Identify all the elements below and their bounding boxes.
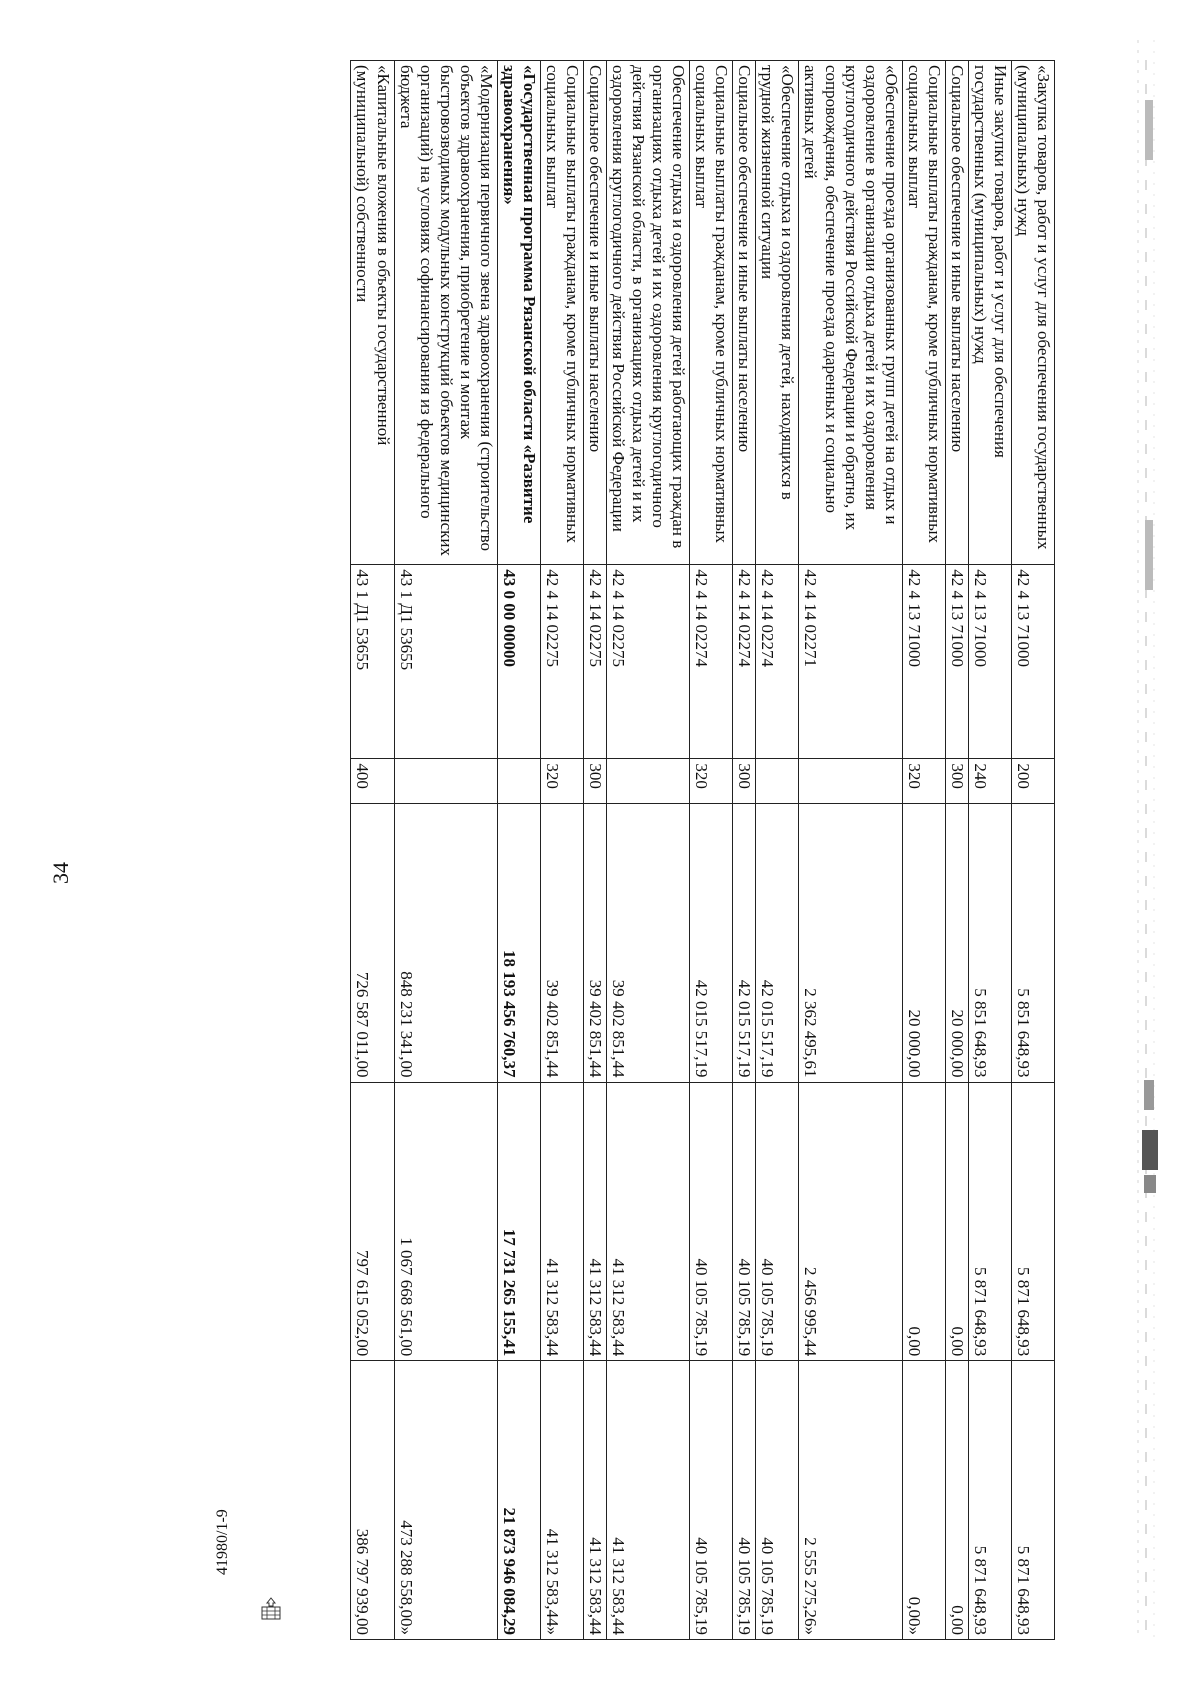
amount-year3-cell: 40 105 785,19 (690, 1361, 733, 1640)
amount-year2-cell: 2 456 995,44 (799, 1082, 902, 1361)
program-name-cell: Социальные выплаты гражданам, кроме публичных нормативных социальных выплат (902, 61, 945, 565)
target-code-cell: 42 4 13 71000 (1011, 565, 1054, 759)
target-code-cell: 43 1 Д1 53655 (394, 565, 497, 759)
amount-year2-cell: 40 105 785,19 (756, 1082, 799, 1361)
budget-table (350, 60, 1055, 1640)
amount-year3-cell: 5 871 648,93 (968, 1361, 1011, 1640)
amount-year3-cell: 386 797 939,00 (351, 1361, 394, 1640)
amount-year1-cell: 42 015 517,19 (690, 803, 733, 1082)
amount-year2-cell: 41 312 583,44 (540, 1082, 583, 1361)
amount-year1-cell: 39 402 851,44 (540, 803, 583, 1082)
expense-type-cell: 300 (945, 759, 968, 803)
amount-year3-cell: 40 105 785,19 (733, 1361, 756, 1640)
target-code-cell: 42 4 14 02274 (733, 565, 756, 759)
amount-year3-cell: 41 312 583,44 (607, 1361, 690, 1640)
amount-year2-cell: 5 871 648,93 (968, 1082, 1011, 1361)
amount-year1-cell: 5 851 648,93 (1011, 803, 1054, 1082)
table-row (583, 61, 606, 1640)
amount-year1-cell: 42 015 517,19 (733, 803, 756, 1082)
amount-year3-cell: 0,00» (902, 1361, 945, 1640)
table-row (945, 61, 968, 1640)
expense-type-cell (756, 759, 799, 803)
amount-year2-cell: 17 731 265 155,41 (497, 1082, 540, 1361)
program-name-cell: Социальные выплаты гражданам, кроме публичных нормативных социальных выплат (690, 61, 733, 565)
amount-year1-cell: 20 000,00 (945, 803, 968, 1082)
amount-year1-cell: 18 193 456 760,37 (497, 803, 540, 1082)
target-code-cell: 42 4 14 02274 (756, 565, 799, 759)
expense-type-cell: 200 (1011, 759, 1054, 803)
amount-year2-cell: 1 067 668 561,00 (394, 1082, 497, 1361)
program-name-cell: «Обеспечение отдыха и оздоровления детей, находящихся в трудной жизненной ситуации (756, 61, 799, 565)
amount-year1-cell: 2 362 495,61 (799, 803, 902, 1082)
program-name-cell: «Капитальные вложения в объекты государственной (муниципальной) собственности (351, 61, 394, 565)
table-row (756, 61, 799, 1640)
amount-year1-cell: 42 015 517,19 (756, 803, 799, 1082)
amount-year3-cell: 5 871 648,93 (1011, 1361, 1054, 1640)
expense-type-cell: 300 (733, 759, 756, 803)
document-code: 41980/1-9 (214, 1509, 231, 1575)
target-code-cell: 42 4 14 02274 (690, 565, 733, 759)
expense-type-cell (394, 759, 497, 803)
expense-type-cell (497, 759, 540, 803)
amount-year1-cell: 726 587 011,00 (351, 803, 394, 1082)
program-name-cell: «Государственная программа Рязанской области «Развитие здравоохранения» (497, 61, 540, 565)
program-name-cell: Социальное обеспечение и иные выплаты населению (945, 61, 968, 565)
target-code-cell: 42 4 14 02275 (607, 565, 690, 759)
expense-type-cell: 240 (968, 759, 1011, 803)
expense-type-cell: 320 (690, 759, 733, 803)
program-name-cell: Иные закупки товаров, работ и услуг для обеспечения государственных (муниципальных) нужд (968, 61, 1011, 565)
amount-year2-cell: 41 312 583,44 (583, 1082, 606, 1361)
table-row (1011, 61, 1054, 1640)
expense-type-cell: 320 (902, 759, 945, 803)
expense-type-cell (607, 759, 690, 803)
amount-year2-cell: 5 871 648,93 (1011, 1082, 1054, 1361)
target-code-cell: 42 4 13 71000 (902, 565, 945, 759)
amount-year1-cell: 848 231 341,00 (394, 803, 497, 1082)
budget-table-container (350, 60, 1055, 1640)
expense-type-cell (799, 759, 902, 803)
amount-year2-cell: 40 105 785,19 (733, 1082, 756, 1361)
target-code-cell: 43 0 00 00000 (497, 565, 540, 759)
amount-year3-cell: 473 288 558,00» (394, 1361, 497, 1640)
amount-year1-cell: 39 402 851,44 (607, 803, 690, 1082)
amount-year3-cell: 40 105 785,19 (756, 1361, 799, 1640)
amount-year3-cell: 41 312 583,44» (540, 1361, 583, 1640)
amount-year3-cell: 2 555 275,26» (799, 1361, 902, 1640)
amount-year2-cell: 0,00 (902, 1082, 945, 1361)
table-row (733, 61, 756, 1640)
page-number: 34 (48, 862, 73, 884)
program-name-cell: «Модернизация первичного звена здравоохранения (строительство объектов здравоохранения, приобретение и монтаж быстровозводимых модульных конструкций объектов медицинских организаций) на условиях софинансирования из федерального бюджета (394, 61, 497, 565)
expense-type-cell: 320 (540, 759, 583, 803)
budget-table-body (351, 61, 1055, 1640)
program-name-cell: Социальные выплаты гражданам, кроме публичных нормативных социальных выплат (540, 61, 583, 565)
crest-icon (258, 1596, 284, 1622)
amount-year3-cell: 21 873 946 084,29 (497, 1361, 540, 1640)
amount-year2-cell: 0,00 (945, 1082, 968, 1361)
table-row (968, 61, 1011, 1640)
table-row (351, 61, 394, 1640)
expense-type-cell: 400 (351, 759, 394, 803)
program-name-cell: Социальное обеспечение и иные выплаты населению (733, 61, 756, 565)
table-row (799, 61, 902, 1640)
program-name-cell: Социальное обеспечение и иные выплаты населению (583, 61, 606, 565)
amount-year1-cell: 5 851 648,93 (968, 803, 1011, 1082)
table-row (540, 61, 583, 1640)
amount-year3-cell: 41 312 583,44 (583, 1361, 606, 1640)
target-code-cell: 42 4 13 71000 (968, 565, 1011, 759)
table-row (607, 61, 690, 1640)
amount-year3-cell: 0,00 (945, 1361, 968, 1640)
amount-year2-cell: 797 615 052,00 (351, 1082, 394, 1361)
program-name-cell: «Закупка товаров, работ и услуг для обеспечения государственных (муниципальных) нужд (1011, 61, 1054, 565)
table-row (902, 61, 945, 1640)
target-code-cell: 43 1 Д1 53655 (351, 565, 394, 759)
program-name-cell: Обеспечение отдыха и оздоровления детей работающих граждан в организациях отдыха детей и их оздоровления круглогодичного действия Рязанской области, в организациях отдыха детей и их оздоровления круглогодичного действия Российской Федерации (607, 61, 690, 565)
table-row (497, 61, 540, 1640)
amount-year1-cell: 39 402 851,44 (583, 803, 606, 1082)
table-row (690, 61, 733, 1640)
table-row (394, 61, 497, 1640)
program-name-cell: «Обеспечение проезда организованных групп детей на отдых и оздоровление в организации отдыха детей и их оздоровления круглогодичного действия Российской Федерации и обратно, их сопровождения, обеспечение проезда одаренных и социально активных детей (799, 61, 902, 565)
amount-year2-cell: 41 312 583,44 (607, 1082, 690, 1361)
target-code-cell: 42 4 14 02271 (799, 565, 902, 759)
target-code-cell: 42 4 14 02275 (540, 565, 583, 759)
target-code-cell: 42 4 13 71000 (945, 565, 968, 759)
target-code-cell: 42 4 14 02275 (583, 565, 606, 759)
amount-year2-cell: 40 105 785,19 (690, 1082, 733, 1361)
amount-year1-cell: 20 000,00 (902, 803, 945, 1082)
expense-type-cell: 300 (583, 759, 606, 803)
scan-barcode-icon (1132, 40, 1162, 1640)
